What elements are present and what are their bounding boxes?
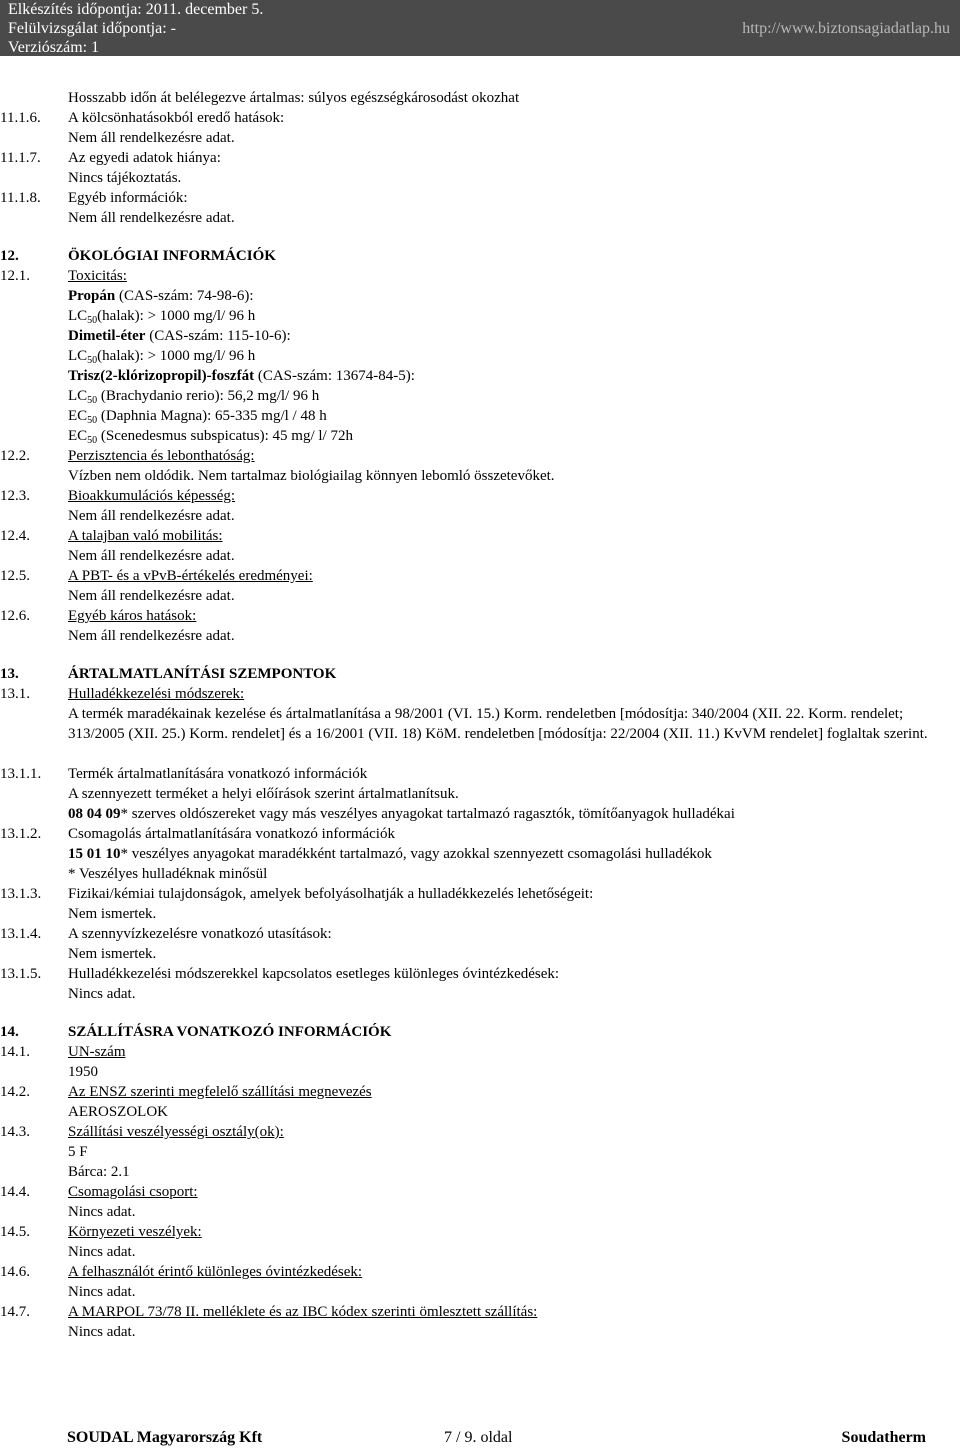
substance-dimethyl-ether: Dimetil-éter (CAS-szám: 115-10-6):	[68, 328, 291, 344]
substance-propane: Propán (CAS-szám: 74-98-6):	[68, 288, 254, 304]
item-12-2: 12.2. Perzisztencia és lebonthatóság:	[0, 448, 255, 464]
hazard-class-value: 5 F	[68, 1144, 88, 1160]
section-13-heading: 13. ÁRTALMATLANÍTÁSI SZEMPONTOK	[0, 666, 337, 682]
item-13-1: 13.1. Hulladékkezelési módszerek:	[0, 686, 245, 702]
document-header	[0, 0, 960, 56]
item-14-6: 14.6. A felhasználót érintő különleges óvintézkedések:	[0, 1264, 363, 1280]
un-number-value: 1950	[68, 1064, 98, 1080]
item-12-1: 12.1. Toxicitás:	[0, 268, 127, 284]
item-13-1-3: 13.1.3. Fizikai/kémiai tulajdonságok, amelyek befolyásolhatják a hulladékkezelés lehetőségeit:	[0, 886, 594, 902]
item-value: Nem áll rendelkezésre adat.	[68, 588, 235, 604]
item-value: Nincs adat.	[68, 1204, 136, 1220]
tcpp-ec50-daphnia: $EC_{50}$ (Daphnia Magna): 65-335 mg/l / 48 h	[68, 408, 327, 426]
page-number: 7 / 9. oldal	[444, 1429, 513, 1446]
item-value: Nem áll rendelkezésre adat.	[68, 548, 235, 564]
tcpp-ec50-scenedesmus: $EC_{50}$ (Scenedesmus subspicatus): 45 mg/ l/ 72h	[68, 428, 353, 446]
dimethyl-ether-lc50: $LC_{50}(halak)$: > 1000 mg/l/ 96 h	[68, 348, 256, 366]
item-13-1-2: 13.1.2. Csomagolás ártalmatlanítására vonatkozó információk	[0, 826, 395, 842]
item-11-1-6: 11.1.6. A kölcsönhatásokból eredő hatások:	[0, 110, 285, 126]
item-13-1-1: 13.1.1. Termék ártalmatlanítására vonatkozó információk	[0, 766, 368, 782]
item-14-5: 14.5. Környezeti veszélyek:	[0, 1224, 202, 1240]
item-value: Nincs tájékoztatás.	[68, 170, 182, 186]
item-value: Nem ismertek.	[68, 946, 157, 962]
hazardous-waste-note: * Veszélyes hulladéknak minősül	[68, 866, 268, 882]
item-11-1-8: 11.1.8. Egyéb információk:	[0, 190, 188, 206]
item-value: Nincs adat.	[68, 1324, 136, 1340]
waste-treatment-text: A termék maradékainak kezelése és ártalmatlanítása a 98/2001 (VI. 15.) Korm. rendeletben [módosítja: 340/2004 (XII. 22. Korm. rendelet; 313/2005 (XII. 25.) Korm. rendelet] és a 16/2001 (VII. 18) KöM. rendeletben [módosítja: 22/2004 (XII. 11.) KvVM rendelet] foglaltak szerint.	[68, 706, 928, 742]
item-14-3: 14.3. Szállítási veszélyességi osztály(ok):	[0, 1124, 284, 1140]
item-value: Nincs adat.	[68, 1284, 136, 1300]
item-value: Nem áll rendelkezésre adat.	[68, 508, 235, 524]
document-footer	[0, 1428, 960, 1448]
item-value: Vízben nem oldódik. Nem tartalmaz biológiailag könnyen lebomló összetevőket.	[68, 468, 555, 484]
item-14-7: 14.7. A MARPOL 73/78 II. melléklete és az IBC kódex szerinti ömlesztett szállítás:	[0, 1304, 538, 1320]
item-14-1: 14.1. UN-szám	[0, 1044, 126, 1060]
item-value: Nincs adat.	[68, 1244, 136, 1260]
item-value: Nem ismertek.	[68, 906, 157, 922]
item-value: Nem áll rendelkezésre adat.	[68, 210, 235, 226]
item-12-6: 12.6. Egyéb káros hatások:	[0, 608, 197, 624]
section-14-heading: 14. SZÁLLÍTÁSRA VONATKOZÓ INFORMÁCIÓK	[0, 1024, 392, 1040]
item-14-4: 14.4. Csomagolási csoport:	[0, 1184, 198, 1200]
item-13-1-5: 13.1.5. Hulladékkezelési módszerekkel kapcsolatos esetleges különleges óvintézkedések:	[0, 966, 560, 982]
waste-code-080409: 08 04 09* szerves oldószereket vagy más veszélyes anyagokat tartalmazó ragasztók, tömítőanyagok hulladékai	[68, 806, 735, 822]
label-value: Bárca: 2.1	[68, 1164, 130, 1180]
item-12-5: 12.5. A PBT- és a vPvB-értékelés eredményei:	[0, 568, 313, 584]
item-14-2: 14.2. Az ENSZ szerinti megfelelő szállítási megnevezés	[0, 1084, 372, 1100]
version-number: Verziószám: 1	[8, 39, 100, 56]
item-11-1-7: 11.1.7. Az egyedi adatok hiánya:	[0, 150, 221, 166]
shipping-name-value: AEROSZOLOK	[68, 1104, 168, 1120]
item-12-3: 12.3. Bioakkumulációs képesség:	[0, 488, 236, 504]
product-name: Soudatherm	[841, 1429, 926, 1446]
tcpp-lc50: $LC_{50}$ (Brachydanio rerio): 56,2 mg/l/ 96 h	[68, 388, 320, 406]
item-12-4: 12.4. A talajban való mobilitás:	[0, 528, 223, 544]
propane-lc50: $LC_{50}(halak)$: > 1000 mg/l/ 96 h	[68, 308, 256, 326]
item-value: Nem áll rendelkezésre adat.	[68, 628, 235, 644]
section-11-continuation: Hosszabb időn át belélegezve ártalmas: súlyos egészségkárosodást okozhat	[68, 90, 520, 106]
item-value: A szennyezett terméket a helyi előírások szerint ártalmatlanítsuk.	[68, 786, 459, 802]
substance-tcpp: Trisz(2-klórizopropil)-foszfát (CAS-szám: 13674-84-5):	[68, 368, 415, 384]
item-value: Nincs adat.	[68, 986, 136, 1002]
item-value: Nem áll rendelkezésre adat.	[68, 130, 235, 146]
website-link[interactable]: http://www.biztonsagiadatlap.hu	[742, 20, 950, 37]
section-12-heading: 12. ÖKOLÓGIAI INFORMÁCIÓK	[0, 248, 276, 264]
item-13-1-4: 13.1.4. A szennyvízkezelésre vonatkozó utasítások:	[0, 926, 332, 942]
revision-date: Felülvizsgálat időpontja: -	[8, 20, 176, 37]
waste-code-150110: 15 01 10* veszélyes anyagokat maradékként tartalmazó, vagy azokkal szennyezett csomagolási hulladékok	[68, 846, 712, 862]
prepared-date: Elkészítés időpontja: 2011. december 5.	[8, 1, 264, 18]
company-name: SOUDAL Magyarország Kft	[67, 1429, 263, 1446]
